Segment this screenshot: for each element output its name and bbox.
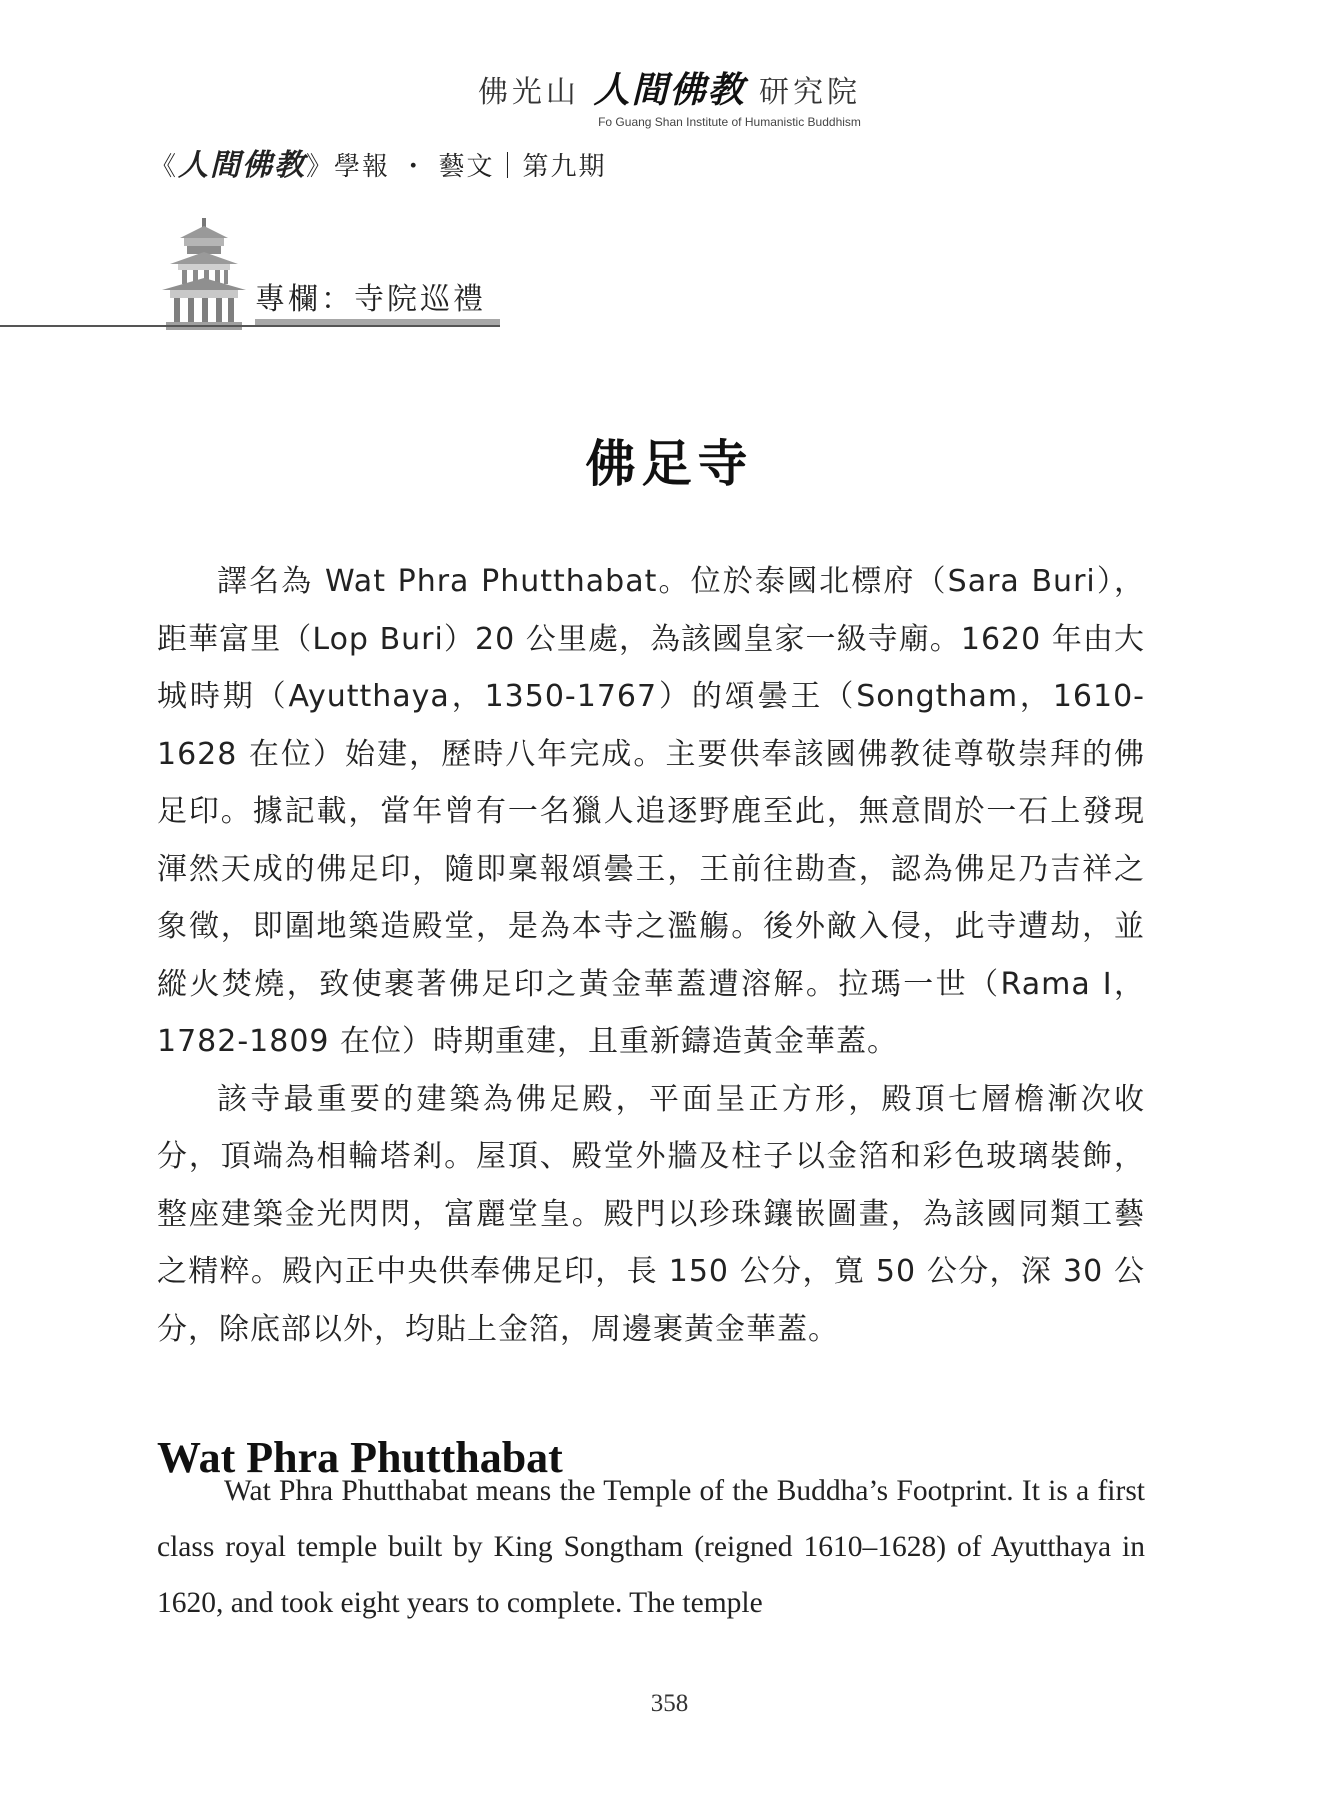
paragraph-zh-1: 譯名為 Wat Phra Phutthabat。位於泰國北標府（Sara Buri），距華富里（Lop Buri）20 公里處，為該國皇家一級寺廟。1620 年由大城時期（Ayutthaya，1350-1767）的頌曇王（Songtham，1610-1628 在位）始建，歷時八年完成。主要供奉該國佛教徒尊敬崇拜的佛足印。據記載，當年曾有一名獵人追逐野鹿至此，無意間於一石上發現渾然天成的佛足印，隨即稟報頌曇王，王前往勘查，認為佛足乃吉祥之象徵，即圍地築造殿堂，是為本寺之濫觴。後外敵入侵，此寺遭劫，並縱火焚燒，致使裹著佛足印之黃金華蓋遭溶解。拉瑪一世（Rama I，1782-1809 在位）時期重建，且重新鑄造黃金華蓋。	[157, 564, 1145, 1059]
column-header	[0, 218, 500, 333]
article-body-zh	[157, 553, 1145, 1358]
institute-name	[0, 62, 1339, 113]
column-label: 專欄：寺院巡禮	[255, 282, 486, 317]
column-divider	[0, 325, 500, 327]
institute-prefix: 佛光山	[477, 75, 580, 110]
pagoda-icon	[160, 218, 248, 330]
article-title-en: Wat Phra Phutthabat	[157, 1432, 563, 1482]
page-number: 358	[650, 1690, 689, 1717]
paragraph-zh-2: 該寺最重要的建築為佛足殿，平面呈正方形，殿頂七層檐漸次收分，頂端為相輪塔剎。屋頂、殿堂外牆及柱子以金箔和彩色玻璃裝飾，整座建築金光閃閃，富麗堂皇。殿門以珍珠鑲嵌圖畫，為該國同類工藝之精粹。殿內正中央供奉佛足印，長 150 公分，寬 50 公分，深 30 公分，除底部以外，均貼上金箔，周邊裹黃金華蓋。	[157, 1081, 1145, 1347]
journal-open-bracket: 《	[150, 152, 179, 182]
journal-brand: 人間佛教	[178, 148, 307, 183]
journal-title	[150, 140, 607, 184]
journal-issue: 學報 ・ 藝文｜第九期	[334, 152, 607, 182]
institute-english-name: Fo Guang Shan Institute of Humanistic Buddhism	[598, 115, 861, 129]
article-title-zh: 佛足寺	[585, 433, 754, 493]
paragraph-en-1: Wat Phra Phutthabat means the Temple of the Buddha’s Footprint. It is a first class royal temple built by King Songtham (reigned 1610–1628) of Ayutthaya in 1620, and took eight years to complete. The temple	[157, 1475, 1145, 1619]
institute-brand-logo: 人間佛教	[593, 69, 746, 111]
institute-header	[0, 62, 1339, 129]
journal-close-bracket: 》	[306, 152, 335, 182]
institute-suffix: 研究院	[759, 75, 862, 110]
